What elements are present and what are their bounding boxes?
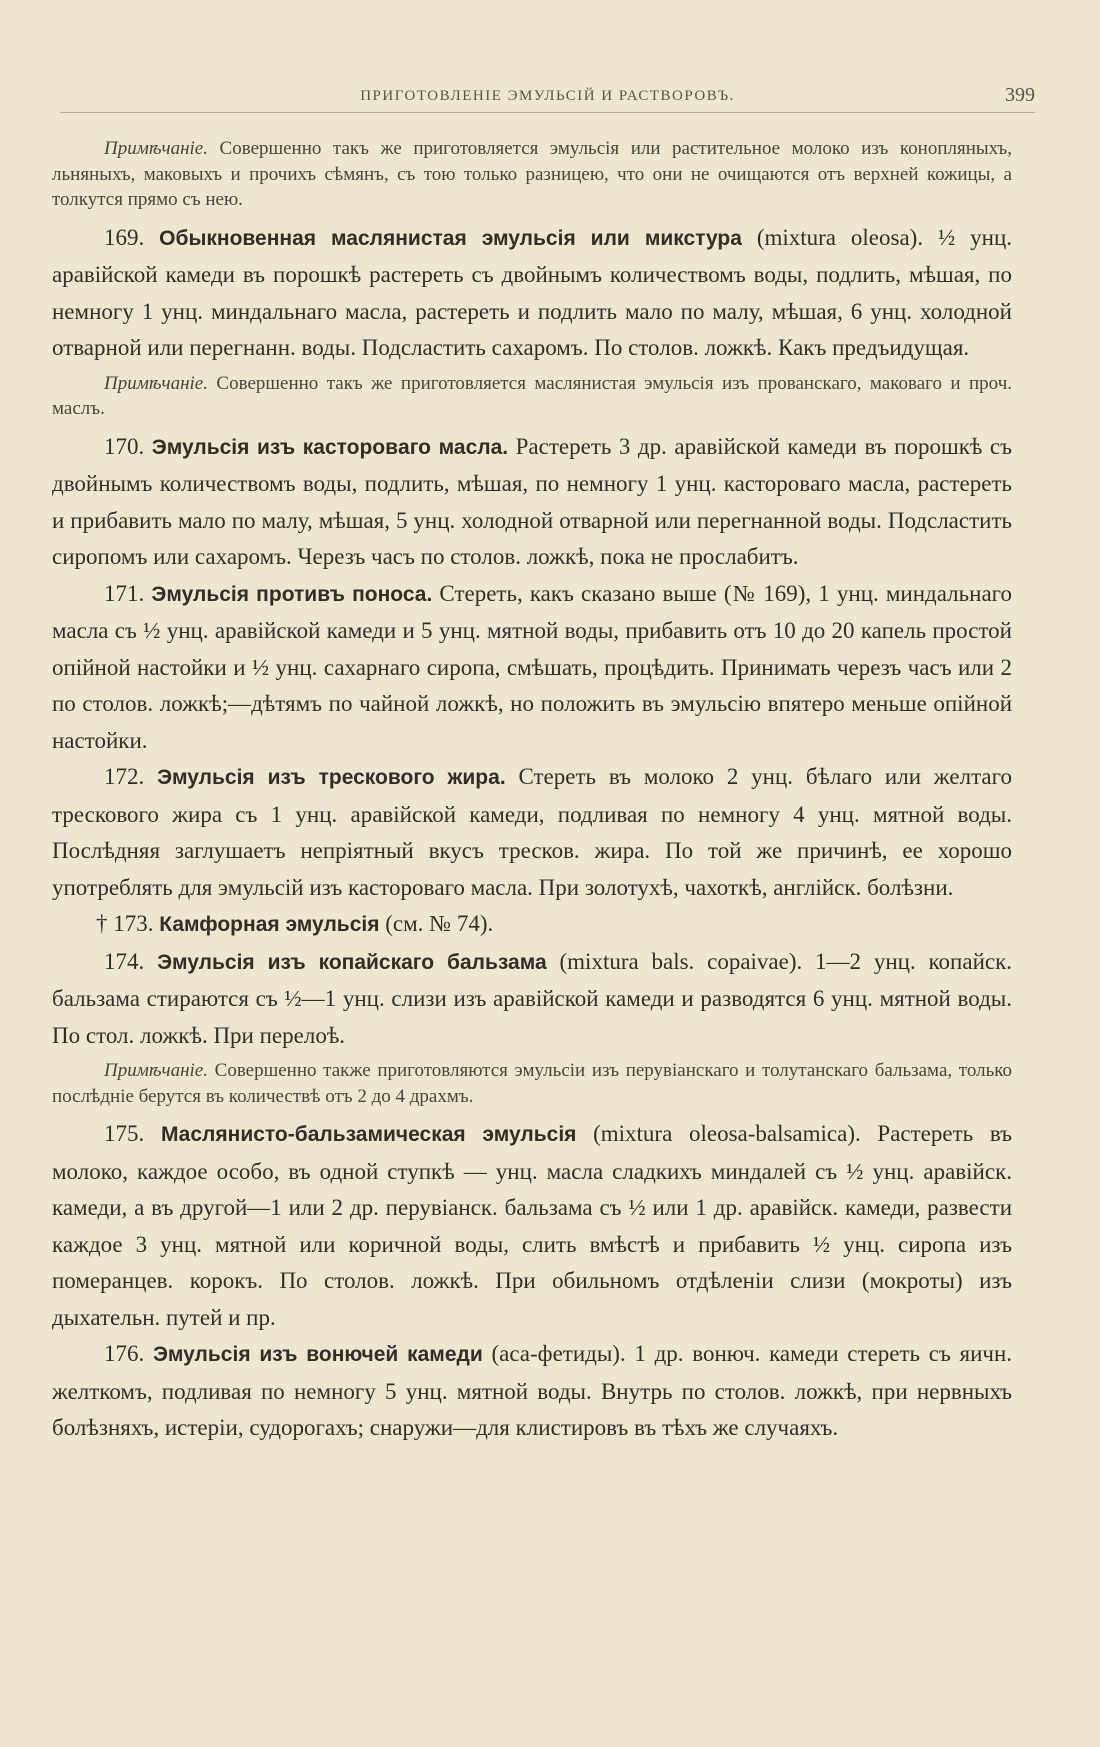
recipe-heading: Эмульсія противъ поноса. (151, 582, 433, 606)
page-body (52, 136, 1012, 1447)
note-label: Примѣчаніе. (104, 372, 208, 394)
note-paragraph (52, 136, 1012, 213)
running-header (60, 82, 1035, 113)
recipe-number: 174. (104, 948, 145, 974)
note-text: Совершенно такъ же приготовляется эмульсія или растительное молоко изъ конопляныхъ, льняныхъ, маковыхъ и прочихъ сѣмянъ, съ тою только разницею, что они не очищаются отъ верхней кожицы, а толкутся прямо съ нею. (52, 138, 1013, 210)
recipe-heading: Камфорная эмульсія (159, 913, 380, 936)
recipe-176 (52, 1336, 1012, 1447)
recipe-172 (52, 759, 1012, 906)
recipe-heading: Эмульсія изъ вонючей камеди (152, 1343, 483, 1366)
note-text: Совершенно также приготовляются эмульсіи изъ перувіанскаго и толутанскаго бальзама, только послѣдніе берутся въ количествѣ отъ 2 до 4 драхмъ. (52, 1060, 1012, 1107)
recipe-heading: Эмульсія изъ касторовaго масла. (151, 435, 509, 459)
recipe-number: 171. (104, 580, 145, 606)
recipe-heading: Маслянисто-бальзамическая эмульсія (160, 1123, 577, 1146)
running-title: ПРИГОТОВЛЕНІЕ ЭМУЛЬСІЙ И РАСТВОРОВЪ. (360, 88, 735, 104)
recipe-text: (аса-фетиды). 1 др. вонюч. камеди стереть съ яичн. желткомъ, подливая по немногу 5 унц. мятной воды. Внутрь по столов. ложкѣ, при нервныхъ болѣзняхъ, истеріи, судорогахъ; снаружи—для клистировъ въ тѣхъ же случаяхъ. (52, 1341, 1013, 1440)
recipe-heading: Эмульсія изъ копайскаго бальзама (157, 950, 547, 974)
recipe-number: 169. (104, 224, 145, 250)
recipe-text: (mixtura oleosa-balsamica). Растереть въ молоко, каждое особо, въ одной ступкѣ — унц. масла сладкихъ миндалей съ ½ унц. аравійск. камеди, а въ другой—1 или 2 др. перувіанск. бальзама съ ½ или 1 др. аравійск. камеди, развести каждое 3 унц. мятной или коричной воды, слить вмѣстѣ и прибавить ½ унц. сиропа изъ померанцев. корокъ. По столов. ложкѣ. При обильномъ отдѣленіи слизи (мокроты) изъ дыхательн. путей и пр. (52, 1121, 1013, 1330)
recipe-169 (52, 220, 1012, 367)
recipe-text: (mixtura oleosa). ½ унц. аравійской камеди въ порошкѣ растереть съ двойнымъ количествомъ воды, подлить, мѣшая, по немногу 1 унц. миндальнаго масла, растереть и подлить мало по малу, мѣшая, 6 унц. холодной отварной или перегнанн. воды. Подсластить сахаромъ. По столов. ложкѣ. Какъ предъидущая. (52, 224, 1012, 360)
note-label: Примѣчаніе. (104, 138, 208, 159)
recipe-171 (52, 576, 1012, 760)
recipe-number: 172. (104, 764, 145, 789)
recipe-170 (52, 429, 1012, 576)
recipe-text: Стереть въ молоко 2 унц. бѣлаго или желтаго трескового жира съ 1 унц. аравійской камеди, подливая по немногу 4 унц. мятной воды. Послѣдняя заглушаетъ непріятный вкусъ тресков. жира. По той же причинѣ, ее хорошо употреблять для эмульсій изъ касторовaго масла. При золотухѣ, чахоткѣ, англійск. болѣзни. (52, 764, 1012, 900)
recipe-text: Растереть 3 др. аравійской камеди въ порошкѣ съ двойнымъ количествомъ воды, подлить, мѣшая, по немногу 1 унц. касторовaго масла, растереть и прибавить мало по малу, мѣшая, 5 унц. холодной отварной или перегнанной воды. Подсластить сиропомъ или сахаромъ. Черезъ часъ по столов. ложкѣ, пока не прослабитъ. (52, 433, 1012, 569)
recipe-175 (52, 1116, 1012, 1336)
recipe-number: 170. (104, 433, 145, 459)
recipe-number: 175. (104, 1121, 145, 1146)
page-number: 399 (1005, 84, 1035, 106)
recipe-heading: Обыкновенная маслянистая эмульсія или микстура (159, 226, 742, 250)
note-text: Совершенно такъ же приготовляется маслянистая эмульсія изъ прованскаго, маковаго и проч. маслъ. (52, 372, 1012, 419)
recipe-number: † 173. (96, 911, 154, 936)
recipe-number: 176. (104, 1341, 145, 1366)
recipe-text: (mixtura bals. copaivae). 1—2 унц. копайск. бальзама стираются съ ½—1 унц. слизи изъ аравійской камеди и разводятся 6 унц. мятной воды. По стол. ложкѣ. При перелоѣ. (52, 948, 1013, 1048)
recipe-text: (см. № 74). (385, 911, 494, 936)
recipe-173 (52, 906, 1012, 944)
note-paragraph (52, 1058, 1012, 1109)
recipe-text: Стереть, какъ сказано выше (№ 169), 1 унц. миндальнаго масла съ ½ унц. аравійской камеди и 5 унц. мятной воды, прибавить отъ 10 до 20 капель простой опійной настойки и ½ унц. сахарнаго сиропа, смѣшать, процѣдить. Принимать черезъ часъ или 2 по столов. ложкѣ;—дѣтямъ по чайной ложкѣ, но положить въ эмульсію впятеро меньше опійной настойки. (52, 580, 1013, 753)
recipe-174 (52, 944, 1012, 1055)
note-paragraph (52, 371, 1012, 422)
note-label: Примѣчаніе. (104, 1060, 208, 1081)
recipe-heading: Эмульсія изъ трескового жира. (157, 766, 506, 789)
